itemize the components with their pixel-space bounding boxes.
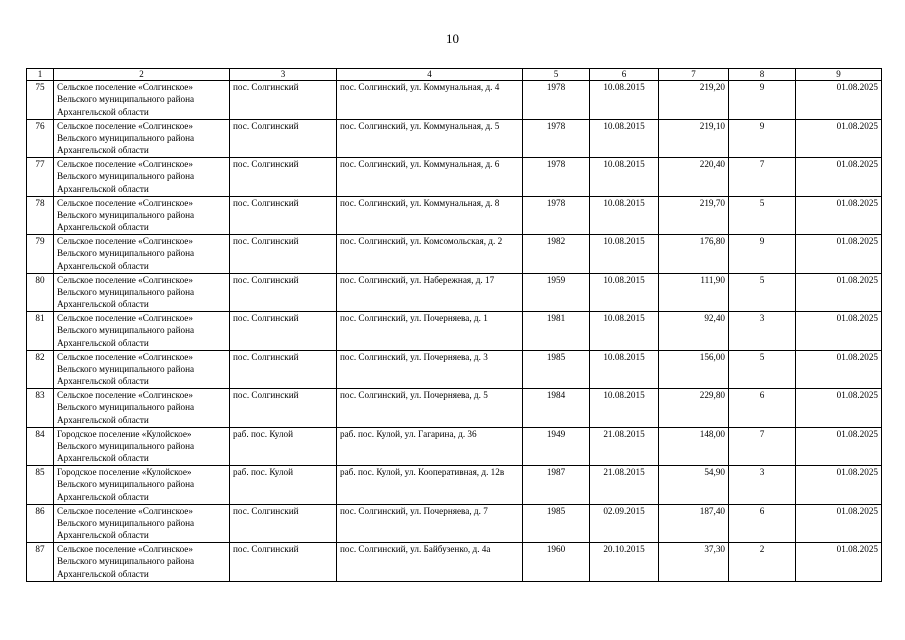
row-number-cell: 79 <box>27 235 54 274</box>
year-cell: 1949 <box>523 427 590 466</box>
column-header: 9 <box>796 69 882 81</box>
year-cell: 1978 <box>523 81 590 120</box>
settlement-cell: пос. Солгинский <box>230 119 337 158</box>
date-cell: 10.08.2015 <box>590 273 659 312</box>
row-number-cell: 76 <box>27 119 54 158</box>
column-number-row <box>27 69 882 81</box>
table-row <box>27 543 882 582</box>
deadline-cell: 01.08.2025 <box>796 350 882 389</box>
municipality-cell: Сельское поселение «Солгинское» Вельского муниципального района Архангельской области <box>54 543 230 582</box>
row-number-cell: 82 <box>27 350 54 389</box>
date-cell: 10.08.2015 <box>590 389 659 428</box>
area-cell: 37,30 <box>659 543 729 582</box>
count-cell: 3 <box>729 466 796 505</box>
table-row <box>27 466 882 505</box>
year-cell: 1985 <box>523 350 590 389</box>
address-cell: раб. пос. Кулой, ул. Кооперативная, д. 12в <box>337 466 523 505</box>
column-header: 3 <box>230 69 337 81</box>
deadline-cell: 01.08.2025 <box>796 543 882 582</box>
year-cell: 1982 <box>523 235 590 274</box>
year-cell: 1960 <box>523 543 590 582</box>
municipality-cell: Сельское поселение «Солгинское» Вельского муниципального района Архангельской области <box>54 158 230 197</box>
address-cell: пос. Солгинский, ул. Байбузенко, д. 4а <box>337 543 523 582</box>
year-cell: 1985 <box>523 504 590 543</box>
count-cell: 3 <box>729 312 796 351</box>
municipality-cell: Сельское поселение «Солгинское» Вельского муниципального района Архангельской области <box>54 119 230 158</box>
deadline-cell: 01.08.2025 <box>796 312 882 351</box>
date-cell: 20.10.2015 <box>590 543 659 582</box>
address-cell: пос. Солгинский, ул. Набережная, д. 17 <box>337 273 523 312</box>
deadline-cell: 01.08.2025 <box>796 119 882 158</box>
deadline-cell: 01.08.2025 <box>796 466 882 505</box>
date-cell: 21.08.2015 <box>590 427 659 466</box>
column-header: 8 <box>729 69 796 81</box>
area-cell: 187,40 <box>659 504 729 543</box>
municipality-cell: Сельское поселение «Солгинское» Вельского муниципального района Архангельской области <box>54 350 230 389</box>
count-cell: 6 <box>729 389 796 428</box>
date-cell: 10.08.2015 <box>590 158 659 197</box>
table-row <box>27 427 882 466</box>
row-number-cell: 87 <box>27 543 54 582</box>
address-cell: пос. Солгинский, ул. Коммунальная, д. 4 <box>337 81 523 120</box>
deadline-cell: 01.08.2025 <box>796 158 882 197</box>
address-cell: пос. Солгинский, ул. Коммунальная, д. 8 <box>337 196 523 235</box>
address-cell: раб. пос. Кулой, ул. Гагарина, д. 36 <box>337 427 523 466</box>
municipality-cell: Сельское поселение «Солгинское» Вельского муниципального района Архангельской области <box>54 312 230 351</box>
table-row <box>27 312 882 351</box>
municipality-cell: Городское поселение «Кулойское» Вельского муниципального района Архангельской области <box>54 466 230 505</box>
area-cell: 156,00 <box>659 350 729 389</box>
date-cell: 10.08.2015 <box>590 350 659 389</box>
table-row <box>27 119 882 158</box>
year-cell: 1978 <box>523 196 590 235</box>
deadline-cell: 01.08.2025 <box>796 504 882 543</box>
date-cell: 10.08.2015 <box>590 196 659 235</box>
row-number-cell: 77 <box>27 158 54 197</box>
count-cell: 2 <box>729 543 796 582</box>
settlement-cell: раб. пос. Кулой <box>230 466 337 505</box>
settlement-cell: пос. Солгинский <box>230 543 337 582</box>
row-number-cell: 78 <box>27 196 54 235</box>
settlement-cell: раб. пос. Кулой <box>230 427 337 466</box>
address-cell: пос. Солгинский, ул. Почерняева, д. 5 <box>337 389 523 428</box>
address-cell: пос. Солгинский, ул. Комсомольская, д. 2 <box>337 235 523 274</box>
settlement-cell: пос. Солгинский <box>230 504 337 543</box>
count-cell: 5 <box>729 350 796 389</box>
address-cell: пос. Солгинский, ул. Почерняева, д. 3 <box>337 350 523 389</box>
row-number-cell: 86 <box>27 504 54 543</box>
table-row <box>27 235 882 274</box>
count-cell: 7 <box>729 158 796 197</box>
column-header: 6 <box>590 69 659 81</box>
count-cell: 7 <box>729 427 796 466</box>
year-cell: 1987 <box>523 466 590 505</box>
municipality-cell: Сельское поселение «Солгинское» Вельского муниципального района Архангельской области <box>54 504 230 543</box>
date-cell: 21.08.2015 <box>590 466 659 505</box>
table-row <box>27 273 882 312</box>
settlement-cell: пос. Солгинский <box>230 235 337 274</box>
row-number-cell: 85 <box>27 466 54 505</box>
column-header: 7 <box>659 69 729 81</box>
table-row <box>27 196 882 235</box>
count-cell: 9 <box>729 81 796 120</box>
deadline-cell: 01.08.2025 <box>796 389 882 428</box>
year-cell: 1978 <box>523 119 590 158</box>
settlement-cell: пос. Солгинский <box>230 273 337 312</box>
settlement-cell: пос. Солгинский <box>230 312 337 351</box>
date-cell: 10.08.2015 <box>590 235 659 274</box>
year-cell: 1978 <box>523 158 590 197</box>
area-cell: 219,10 <box>659 119 729 158</box>
settlement-cell: пос. Солгинский <box>230 350 337 389</box>
date-cell: 10.08.2015 <box>590 81 659 120</box>
page-number: 10 <box>446 31 459 46</box>
table-row <box>27 81 882 120</box>
municipality-cell: Сельское поселение «Солгинское» Вельского муниципального района Архангельской области <box>54 81 230 120</box>
column-header: 2 <box>54 69 230 81</box>
area-cell: 92,40 <box>659 312 729 351</box>
count-cell: 9 <box>729 119 796 158</box>
settlement-cell: пос. Солгинский <box>230 81 337 120</box>
settlement-cell: пос. Солгинский <box>230 196 337 235</box>
municipality-cell: Городское поселение «Кулойское» Вельского муниципального района Архангельской области <box>54 427 230 466</box>
row-number-cell: 81 <box>27 312 54 351</box>
table-row <box>27 389 882 428</box>
row-number-cell: 83 <box>27 389 54 428</box>
count-cell: 6 <box>729 504 796 543</box>
year-cell: 1981 <box>523 312 590 351</box>
column-header: 4 <box>337 69 523 81</box>
municipality-cell: Сельское поселение «Солгинское» Вельского муниципального района Архангельской области <box>54 389 230 428</box>
count-cell: 9 <box>729 235 796 274</box>
count-cell: 5 <box>729 273 796 312</box>
deadline-cell: 01.08.2025 <box>796 273 882 312</box>
table-row <box>27 504 882 543</box>
housing-registry-table <box>26 68 882 582</box>
municipality-cell: Сельское поселение «Солгинское» Вельского муниципального района Архангельской области <box>54 273 230 312</box>
address-cell: пос. Солгинский, ул. Коммунальная, д. 5 <box>337 119 523 158</box>
area-cell: 220,40 <box>659 158 729 197</box>
settlement-cell: пос. Солгинский <box>230 389 337 428</box>
row-number-cell: 84 <box>27 427 54 466</box>
column-header: 1 <box>27 69 54 81</box>
area-cell: 111,90 <box>659 273 729 312</box>
address-cell: пос. Солгинский, ул. Почерняева, д. 1 <box>337 312 523 351</box>
deadline-cell: 01.08.2025 <box>796 196 882 235</box>
municipality-cell: Сельское поселение «Солгинское» Вельского муниципального района Архангельской области <box>54 235 230 274</box>
date-cell: 10.08.2015 <box>590 312 659 351</box>
area-cell: 229,80 <box>659 389 729 428</box>
deadline-cell: 01.08.2025 <box>796 81 882 120</box>
address-cell: пос. Солгинский, ул. Почерняева, д. 7 <box>337 504 523 543</box>
area-cell: 176,80 <box>659 235 729 274</box>
date-cell: 02.09.2015 <box>590 504 659 543</box>
table-row <box>27 350 882 389</box>
row-number-cell: 80 <box>27 273 54 312</box>
deadline-cell: 01.08.2025 <box>796 427 882 466</box>
area-cell: 219,20 <box>659 81 729 120</box>
date-cell: 10.08.2015 <box>590 119 659 158</box>
count-cell: 5 <box>729 196 796 235</box>
area-cell: 54,90 <box>659 466 729 505</box>
municipality-cell: Сельское поселение «Солгинское» Вельского муниципального района Архангельской области <box>54 196 230 235</box>
area-cell: 148,00 <box>659 427 729 466</box>
year-cell: 1959 <box>523 273 590 312</box>
area-cell: 219,70 <box>659 196 729 235</box>
settlement-cell: пос. Солгинский <box>230 158 337 197</box>
year-cell: 1984 <box>523 389 590 428</box>
address-cell: пос. Солгинский, ул. Коммунальная, д. 6 <box>337 158 523 197</box>
deadline-cell: 01.08.2025 <box>796 235 882 274</box>
row-number-cell: 75 <box>27 81 54 120</box>
column-header: 5 <box>523 69 590 81</box>
table-row <box>27 158 882 197</box>
